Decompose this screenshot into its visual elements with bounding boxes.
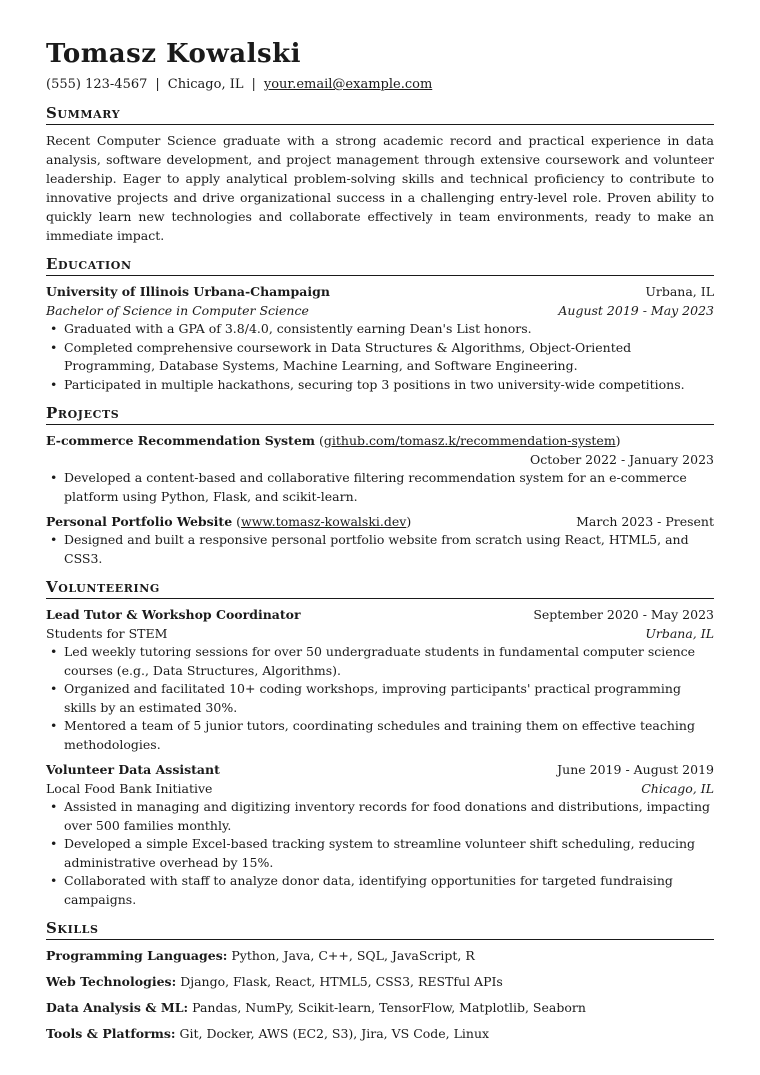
volunteer-entry xyxy=(46,760,714,909)
list-item: • Completed comprehensive coursework in Data Structures & Algorithms, Object-Oriented Programming, Database Systems, Machine Learning, and Software Engineering. xyxy=(64,339,714,376)
summary-section xyxy=(46,104,714,245)
email-link[interactable]: your.email@example.com xyxy=(263,77,433,92)
section-title-volunteering: Volunteering xyxy=(46,578,714,599)
project-dates: March 2023 - Present xyxy=(576,514,714,529)
skills-row xyxy=(46,1024,714,1043)
project-entry: E-commerce Recommendation System (github.com/tomasz.k/recommendation-system) October 2022 - January 2023 • Developed a content-based and collaborative filtering recommendation system for an e-commerce platform using Python, Flask, and scikit-learn. xyxy=(46,431,714,506)
volunteer-bullets xyxy=(46,643,714,754)
list-item: • Developed a simple Excel-based tracking system to streamline volunteer shift scheduling, reducing administrative overhead by 15%. xyxy=(64,835,714,872)
list-item: • Graduated with a GPA of 3.8/4.0, consistently earning Dean's List honors. xyxy=(64,320,714,339)
skill-category: Web Technologies: xyxy=(46,974,177,989)
list-item: • Developed a content-based and collaborative filtering recommendation system for an e-commerce platform using Python, Flask, and scikit-learn. xyxy=(64,469,714,506)
skill-values: Pandas, NumPy, Scikit-learn, TensorFlow, Matplotlib, Seaborn xyxy=(192,1000,586,1015)
section-title-education: Education xyxy=(46,255,714,276)
project-name: Personal Portfolio Website xyxy=(46,514,233,529)
skills-row xyxy=(46,998,714,1017)
list-item: • Led weekly tutoring sessions for over 50 undergraduate students in fundamental computer science courses (e.g., Data Structures, Algorithms). xyxy=(64,643,714,680)
phone-number: (555) 123-4567 xyxy=(46,77,148,92)
volunteer-entry xyxy=(46,605,714,754)
skill-values: Python, Java, C++, SQL, JavaScript, R xyxy=(231,948,475,963)
volunteer-dates: June 2019 - August 2019 xyxy=(557,762,714,777)
volunteer-role: Volunteer Data Assistant xyxy=(46,762,220,777)
volunteer-location: Urbana, IL xyxy=(645,626,714,641)
education-section xyxy=(46,255,714,394)
project-link[interactable]: github.com/tomasz.k/recommendation-system xyxy=(323,433,616,448)
list-item: • Mentored a team of 5 junior tutors, coordinating schedules and training them on effective teaching methodologies. xyxy=(64,717,714,754)
contact-separator: | xyxy=(251,77,256,92)
summary-text: Recent Computer Science graduate with a strong academic record and practical experience in data analysis, software development, and project management through extensive coursework and volunteer leadership. Eager to apply analytical problem-solving skills and technical proficiency to contribute to innovative projects and drive organizational success in a challenging entry-level role. Proven ability to quickly learn new technologies and collaborate effectively in team environments, ready to make an immediate impact. xyxy=(46,133,714,243)
education-bullets xyxy=(46,320,714,394)
volunteer-dates: September 2020 - May 2023 xyxy=(533,607,714,622)
list-item: • Collaborated with staff to analyze donor data, identifying opportunities for targeted fundraising campaigns. xyxy=(64,872,714,909)
skill-category: Tools & Platforms: xyxy=(46,1026,176,1041)
contact-separator: | xyxy=(155,77,160,92)
section-title-skills: Skills xyxy=(46,919,714,940)
volunteer-role: Lead Tutor & Workshop Coordinator xyxy=(46,607,301,622)
volunteer-bullets xyxy=(46,798,714,909)
volunteering-section xyxy=(46,578,714,909)
location: Chicago, IL xyxy=(167,77,244,92)
project-bullets xyxy=(46,531,714,568)
school-name: University of Illinois Urbana-Champaign xyxy=(46,284,330,299)
projects-section xyxy=(46,404,714,568)
list-item: • Organized and facilitated 10+ coding workshops, improving participants' practical programming skills by an estimated 30%. xyxy=(64,680,714,717)
skills-section xyxy=(46,919,714,1043)
project-entry: Personal Portfolio Website (www.tomasz-kowalski.dev) March 2023 - Present • Designed and built a responsive personal portfolio website from scratch using React, HTML5, and CSS3. xyxy=(46,512,714,568)
skill-values: Git, Docker, AWS (EC2, S3), Jira, VS Code, Linux xyxy=(179,1026,490,1041)
list-item: • Participated in multiple hackathons, securing top 3 positions in two university-wide competitions. xyxy=(64,376,714,395)
project-name: E-commerce Recommendation System xyxy=(46,433,316,448)
volunteer-location: Chicago, IL xyxy=(641,781,714,796)
list-item: • Assisted in managing and digitizing inventory records for food donations and distributions, impacting over 500 families monthly. xyxy=(64,798,714,835)
skills-row xyxy=(46,946,714,965)
project-dates: October 2022 - January 2023 xyxy=(530,452,714,467)
candidate-name: Tomasz Kowalski xyxy=(46,39,302,69)
school-location: Urbana, IL xyxy=(645,284,714,299)
volunteer-org: Students for STEM xyxy=(46,626,168,641)
section-title-projects: Projects xyxy=(46,404,714,425)
skill-category: Programming Languages: xyxy=(46,948,228,963)
skill-values: Django, Flask, React, HTML5, CSS3, RESTful APIs xyxy=(180,974,503,989)
degree: Bachelor of Science in Computer Science xyxy=(46,303,309,318)
skill-category: Data Analysis & ML: xyxy=(46,1000,189,1015)
education-dates: August 2019 - May 2023 xyxy=(558,303,714,318)
contact-line xyxy=(46,76,714,94)
skills-row xyxy=(46,972,714,991)
project-bullets xyxy=(46,469,714,506)
list-item: • Designed and built a responsive personal portfolio website from scratch using React, HTML5, and CSS3. xyxy=(64,531,714,568)
volunteer-org: Local Food Bank Initiative xyxy=(46,781,213,796)
project-link[interactable]: www.tomasz-kowalski.dev xyxy=(241,514,407,529)
section-title-summary: Summary xyxy=(46,104,714,125)
